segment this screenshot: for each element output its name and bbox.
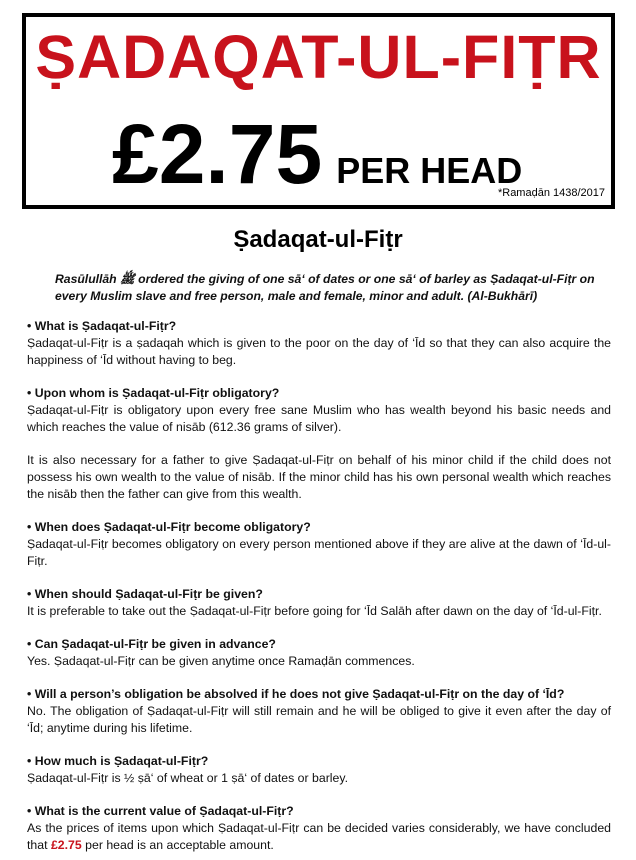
- highlighted-price: £2.75: [50, 838, 82, 852]
- faq-content: [27, 318, 611, 854]
- faq-answer: It is also necessary for a father to give Ṣadaqat-ul-Fiṭr on behalf of his minor child if the child does not possess his own wealth to the value of nisāb. If the minor child has his own personal wealth which reaches the nisāb then the father can give from this wealth.: [27, 453, 611, 501]
- faq-section-upon-whom: [27, 385, 611, 503]
- faq-question: • When does Ṣadaqat-ul-Fiṭr become obligatory?: [27, 520, 311, 534]
- per-head-label: PER HEAD: [336, 150, 523, 191]
- faq-answer: Ṣadaqat-ul-Fiṭr becomes obligatory on every person mentioned above if they are alive at the dawn of ‘Īd-ul-Fiṭr.: [27, 537, 611, 568]
- faq-section-in-advance: [27, 636, 611, 670]
- faq-question: • Upon whom is Ṣadaqat-ul-Fiṭr obligatory?: [27, 386, 280, 400]
- faq-section-when-given: [27, 586, 611, 620]
- faq-section-absolved: [27, 686, 611, 737]
- faq-question: • Will a person’s obligation be absolved if he does not give Ṣadaqat-ul-Fiṭr on the day of ‘Īd?: [27, 687, 565, 701]
- faq-answer: It is preferable to take out the Ṣadaqat-ul-Fiṭr before going for ‘Īd Salāh after dawn on the day of ‘Īd-ul-Fiṭr.: [27, 604, 602, 618]
- faq-answer: Ṣadaqat-ul-Fiṭr is a ṣadaqah which is given to the poor on the day of ‘Īd so that they can also acquire the happiness of ‘Īd without having to beg.: [27, 336, 611, 367]
- faq-answer: Yes. Ṣadaqat-ul-Fiṭr can be given anytime once Ramaḍān commences.: [27, 654, 415, 668]
- faq-question: • Can Ṣadaqat-ul-Fiṭr be given in advance?: [27, 637, 276, 651]
- answer-text-before: As the prices of items upon which Ṣadaqat-ul-Fiṭr can be decided varies considerably, we have concluded that: [27, 821, 611, 852]
- faq-answer: Ṣadaqat-ul-Fiṭr is obligatory upon every free sane Muslim who has wealth beyond his basic needs and which reaches the value of nisāb (612.36 grams of silver).: [27, 403, 611, 434]
- ramadan-year-note: *Ramaḍān 1438/2017: [497, 187, 605, 199]
- faq-answer: [27, 820, 611, 854]
- faq-answer: No. The obligation of Ṣadaqat-ul-Fiṭr will still remain and he will be obliged to give it even after the day of ‘Īd; anytime during his lifetime.: [27, 704, 611, 735]
- banner-price-line: [112, 107, 523, 201]
- faq-section-how-much: [27, 753, 611, 787]
- faq-question: • What is Ṣadaqat-ul-Fiṭr?: [27, 319, 177, 333]
- faq-section-when-obligatory: [27, 519, 611, 570]
- banner-title: ṢADAQAT-UL-FIṬR: [35, 23, 602, 91]
- hadith-quote: Rasūlullāh ﷺ ordered the giving of one sā‘ of dates or one sā‘ of barley as Ṣadaqat-ul-Fiṭr on every Muslim slave and free person, male and female, minor and adult. (Al-Bukhārī): [55, 272, 595, 303]
- header-banner: [22, 13, 615, 209]
- faq-section-what-is: [27, 318, 611, 369]
- page-title: Ṣadaqat-ul-Fiṭr: [233, 226, 403, 253]
- price-amount: £2.75: [112, 107, 323, 201]
- faq-answer: Ṣadaqat-ul-Fiṭr is ½ ṣā‘ of wheat or 1 ṣā‘ of dates or barley.: [27, 771, 349, 785]
- faq-section-current-value: [27, 803, 611, 854]
- answer-text-after: per head is an acceptable amount.: [81, 838, 274, 852]
- faq-question: • What is the current value of Ṣadaqat-ul-Fiṭr?: [27, 804, 294, 818]
- faq-question: • When should Ṣadaqat-ul-Fiṭr be given?: [27, 587, 263, 601]
- faq-question: • How much is Ṣadaqat-ul-Fiṭr?: [27, 754, 209, 768]
